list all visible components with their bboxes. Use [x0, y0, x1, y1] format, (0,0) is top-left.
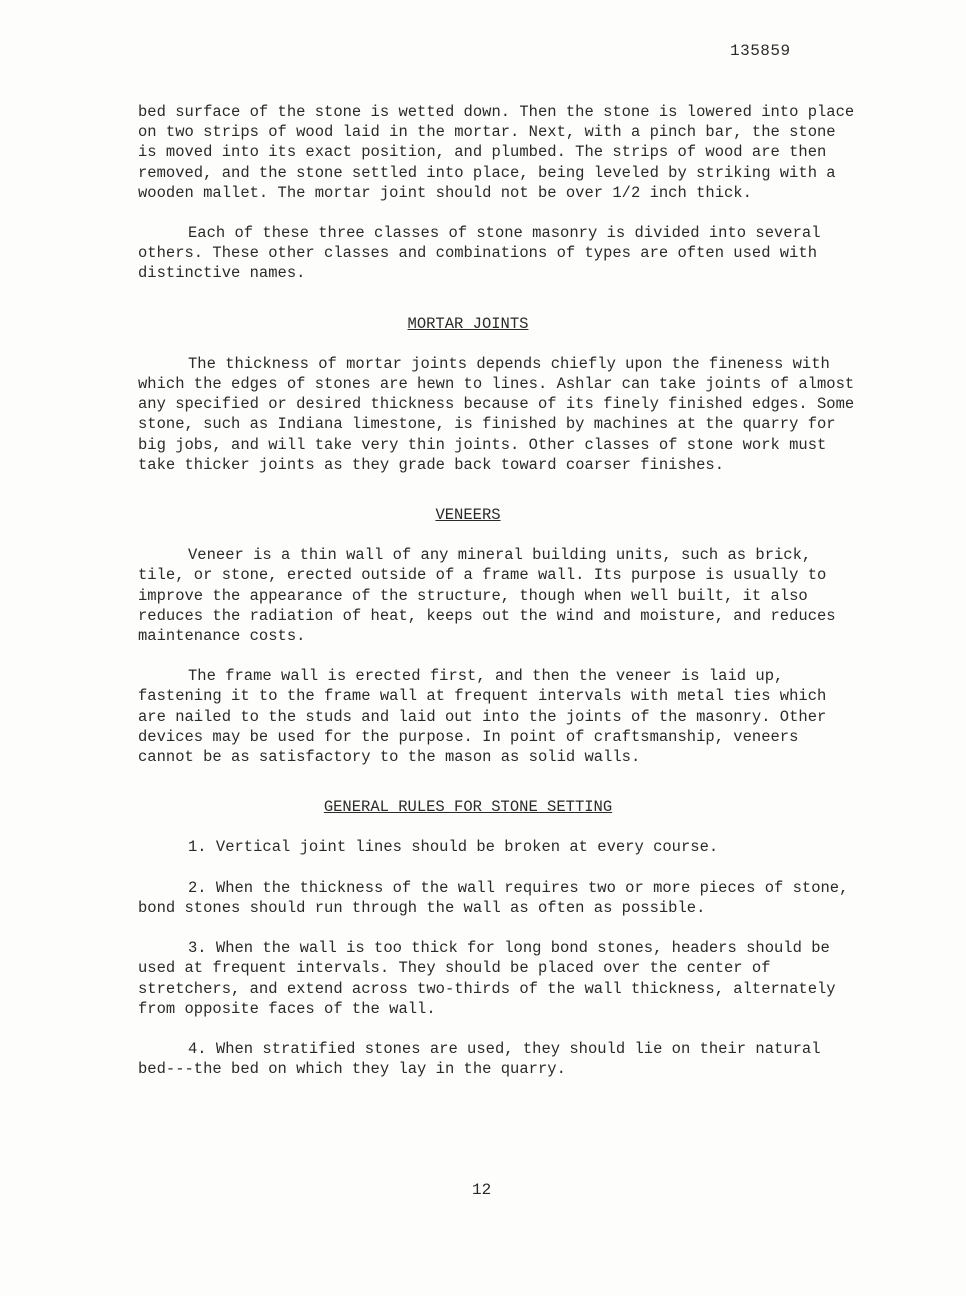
veneers-paragraph-1: Veneer is a thin wall of any mineral building units, such as brick, tile, or stone, erected outside of a frame wall. Its purpose is usually to improve the appearance of the structure, though when well built, it also reduces the radiation of heat, keeps out the wind and moisture, and reduces maintenance costs.: [138, 546, 836, 646]
rule-item-2: 2. When the thickness of the wall requires two or more pieces of stone, bond stones should run through the wall as often as possible.: [138, 878, 849, 917]
mortar-joints-heading: MORTAR JOINTS: [407, 314, 529, 333]
veneers-heading: VENEERS: [435, 506, 501, 525]
rule-item-1: 1. Vertical joint lines should be broken at every course.: [188, 838, 719, 857]
intro-paragraph: bed surface of the stone is wetted down. Then the stone is lowered into place on two strips of wood laid in the mortar. Next, with a pinch bar, the stone is moved into its exact position, and plumbed. The strips of wood are then removed, and the stone settled into place, being leveled by striking with a wooden mallet. The mortar joint should not be over 1/2 inch thick.: [138, 103, 855, 202]
rule-item-4: 4. When stratified stones are used, they should lie on their natural bed---the bed on which they lay in the quarry.: [138, 1039, 821, 1079]
classes-paragraph: Each of these three classes of stone masonry is divided into several others. These other classes and combinations of types are often used with distinctive names.: [138, 224, 821, 283]
mortar-joints-paragraph: The thickness of mortar joints depends chiefly upon the fineness with which the edges of stones are hewn to lines. Ashlar can take joints of almost any specified or desired thickness because of its finely finished edges. Some stone, such as Indiana limestone, is finished by machines at the quarry for big jobs, and will take very thin joints. Other classes of stone work must take thicker joints as they grade back toward coarser finishes.: [138, 354, 855, 474]
veneers-paragraph-2: The frame wall is erected first, and then the veneer is laid up, fastening it to the frame wall at frequent intervals with metal ties which are nailed to the studs and laid out into the joints of the masonry. Other devices may be used for the purpose. In point of craftsmanship, veneers cannot be as satisfactory to the mason as solid walls.: [138, 667, 827, 767]
page-body: [138, 102, 858, 1079]
rule-item-3: 3. When the wall is too thick for long bond stones, headers should be used at frequent intervals. They should be placed over the center of stretchers, and extend across two-thirds of the wall thickness, alternately from opposite faces of the wall.: [138, 939, 836, 1018]
page-number: 12: [472, 1181, 492, 1199]
rules-heading: GENERAL RULES FOR STONE SETTING: [323, 798, 613, 817]
document-id: 135859: [730, 42, 791, 60]
